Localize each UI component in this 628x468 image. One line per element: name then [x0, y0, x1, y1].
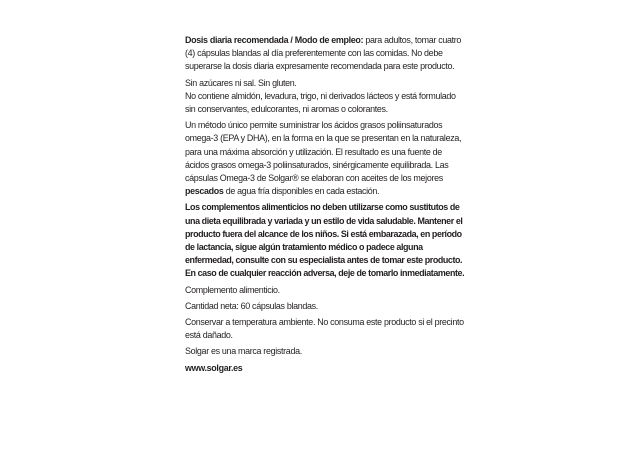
method-bold-word: pescados — [185, 186, 224, 198]
not-contains-text: No contiene almidón, levadura, trigo, ni derivados lácteos y está formulado sin conservantes, edulcorantes, ni aromas o colorantes. — [185, 90, 456, 116]
method-text-end: de agua fría disponibles en cada estación. — [223, 186, 380, 198]
product-label-text — [185, 34, 465, 378]
free-from-text: Sin azúcares ni sal. Sin gluten. — [185, 77, 297, 89]
dosage-paragraph — [185, 34, 465, 74]
method-paragraph — [185, 119, 465, 198]
dosage-text: para adultos, tomar cuatro (4) cápsulas blandas al día preferentemente con las comidas. No debe superarse la dosis diaria expresamente recomendada para este producto. — [185, 35, 462, 73]
trademark-text: Solgar es una marca registrada. — [185, 346, 302, 358]
net-quantity-text: Cantidad neta: 60 cápsulas blandas. — [185, 300, 318, 312]
dosage-heading: Dosis diaria recomendada / Modo de empleo: — [185, 35, 364, 46]
storage-text: Conservar a temperatura ambiente. No consuma este producto si el precinto está dañado. — [185, 317, 464, 342]
method-text-start: Un método único permite suministrar los ácidos grasos poliinsaturados omega-3 (EPA y DHA), en la forma en la que se presentan en la naturaleza, para una máxima absorción y utilización. El resultado es una fuente de ácidos grasos omega-3 poliinsaturados, sinérgicamente equilibrada. Las cápsulas Omega-3 de Solgar® se elaboran con aceites de los mejores — [185, 120, 462, 185]
warning-text: Los complementos alimenticios no deben utilizarse como sustitutos de una dieta equilibrada y variada y un estilo de vida saludable. Mantener el producto fuera del alcance de los niños. Si está embarazada, en período de lactancia, sigue algún tratamiento médico o padece alguna enfermedad, consulte con su especialista antes de tomar este producto. En caso de cualquier reacción adversa, deje de tomarlo inmediatamente. — [185, 202, 465, 280]
supplement-text: Complemento alimenticio. — [185, 284, 280, 296]
website-link[interactable]: www.solgar.es — [185, 362, 243, 374]
